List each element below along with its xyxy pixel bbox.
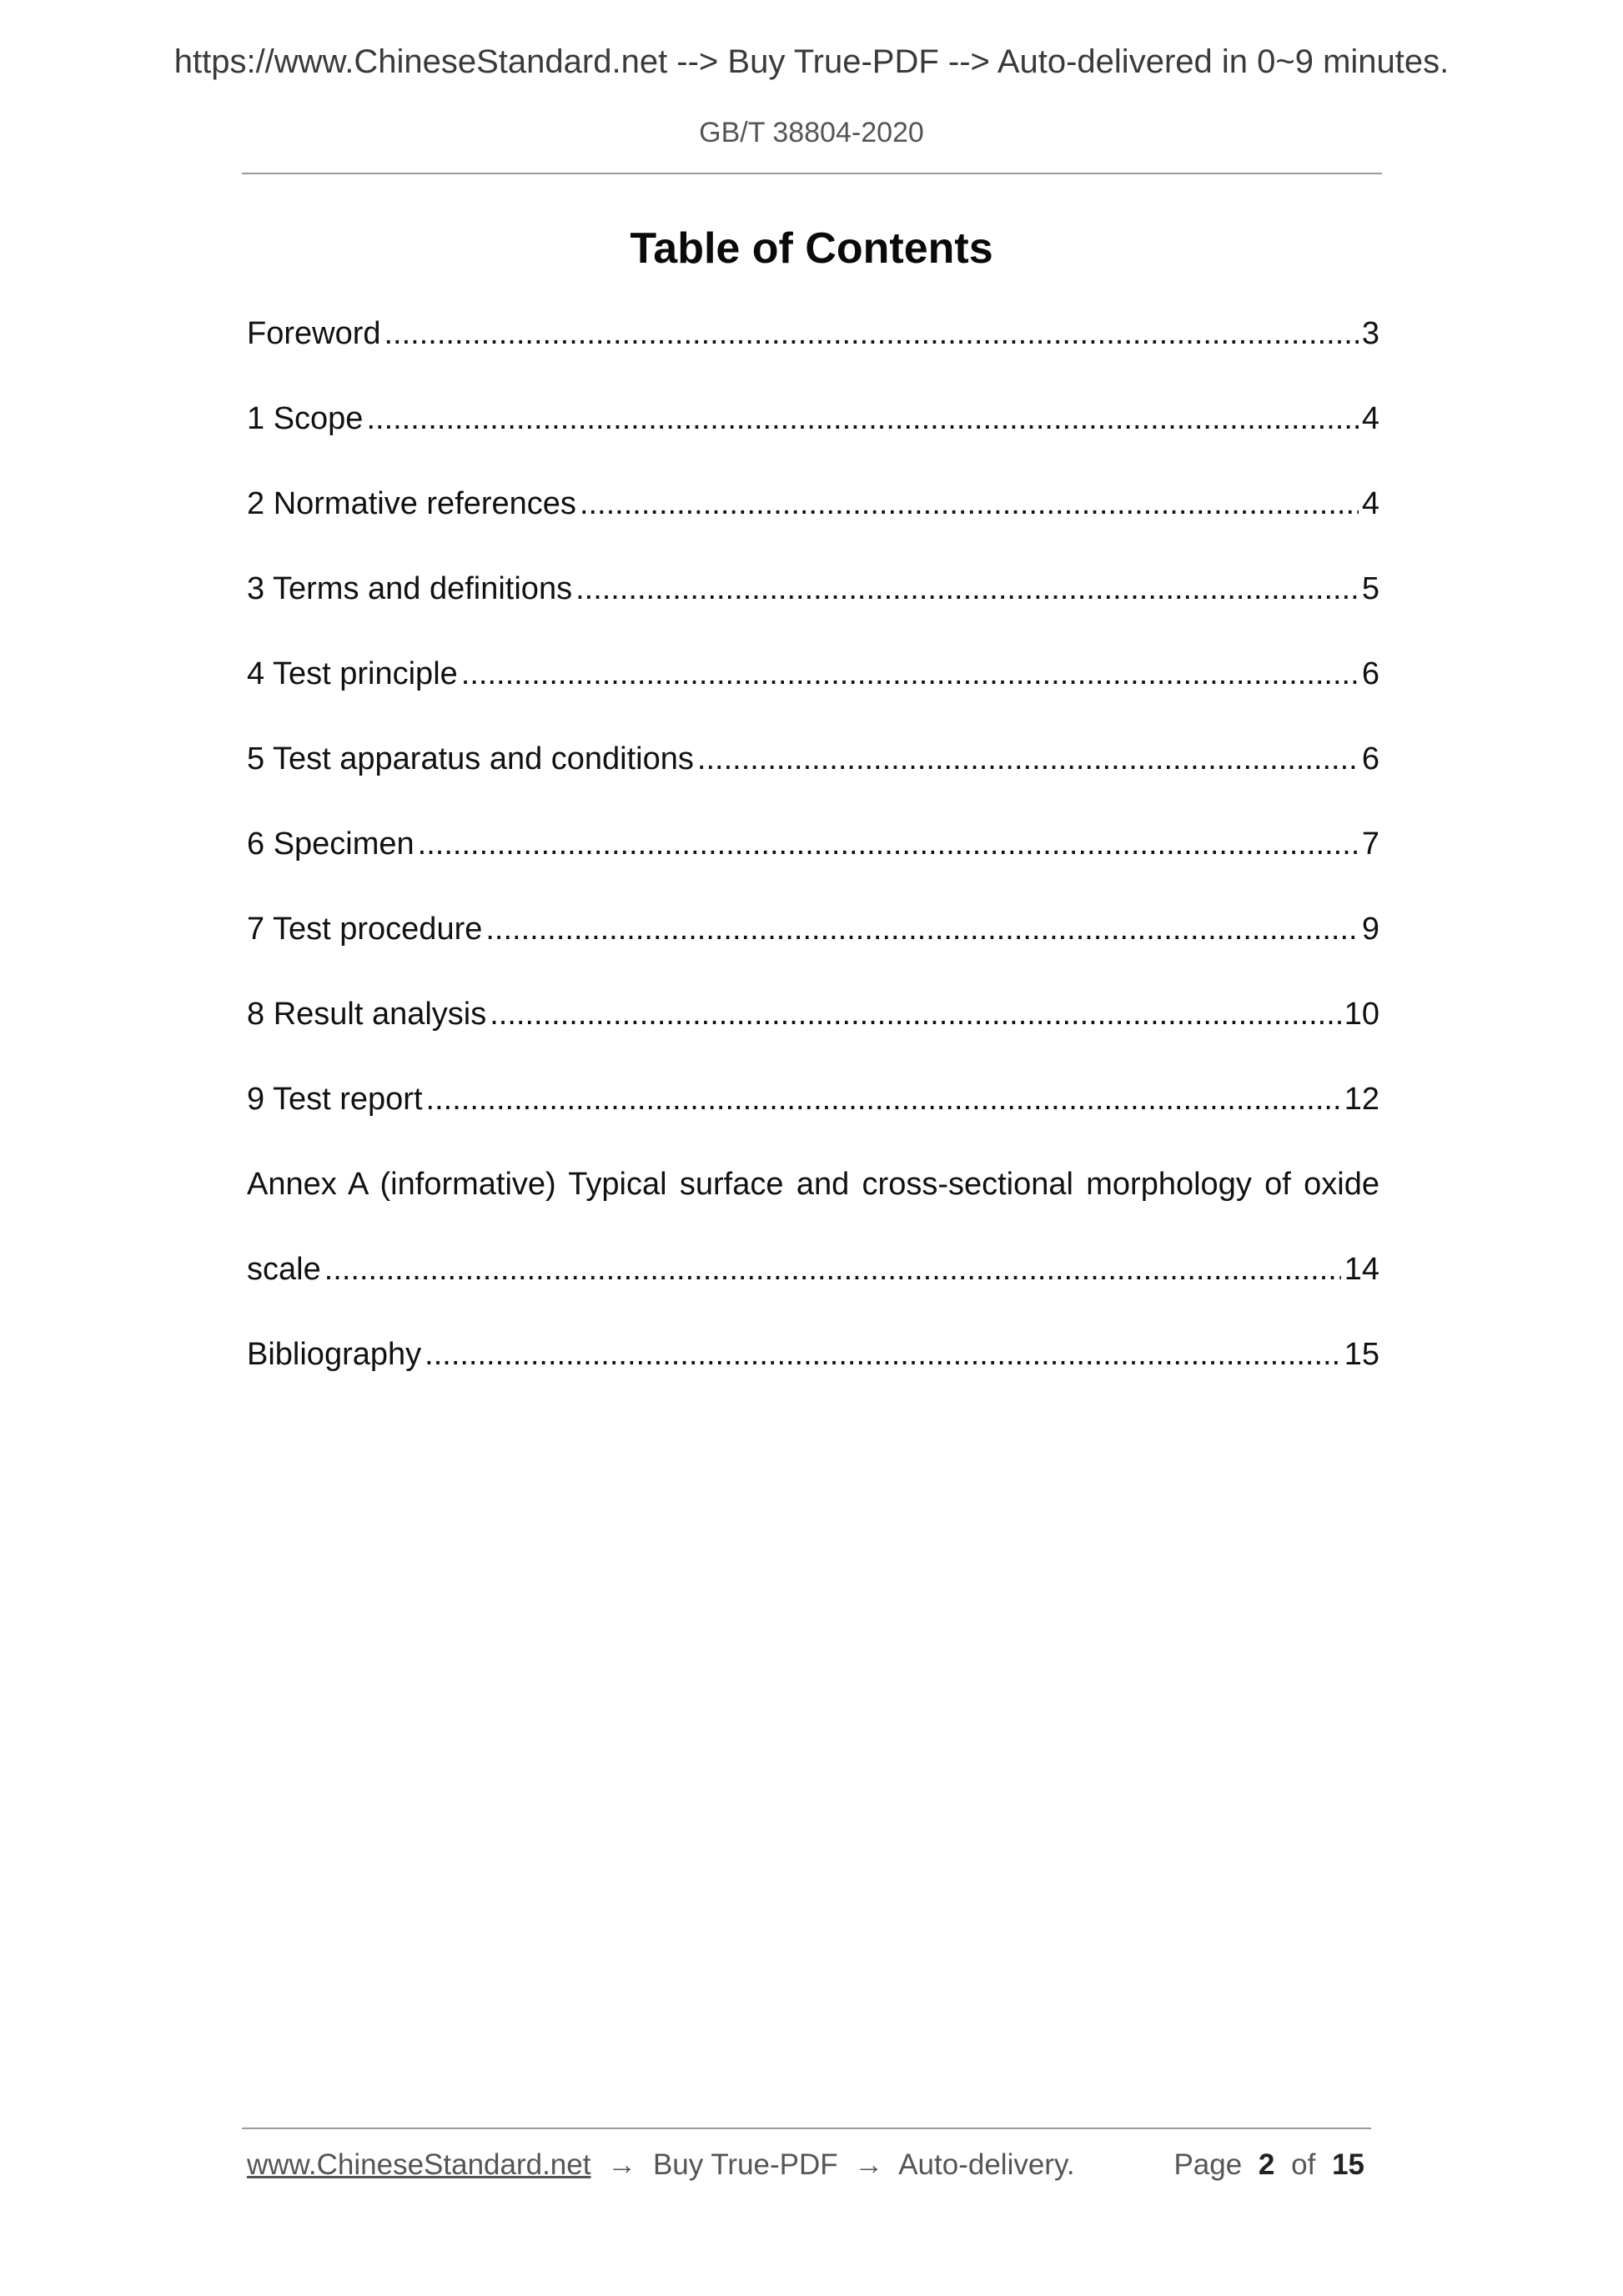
toc-leader-dots bbox=[575, 565, 1359, 612]
toc-entry-test-report[interactable] bbox=[247, 1076, 1379, 1161]
toc-entry-bibliography[interactable] bbox=[247, 1331, 1379, 1416]
page-label: Page bbox=[1173, 2148, 1243, 2181]
toc-entry-page: 6 bbox=[1361, 741, 1379, 776]
document-code: GB/T 38804-2020 bbox=[699, 117, 924, 148]
toc-entry-annex-a-continuation[interactable] bbox=[247, 1246, 1379, 1331]
toc-leader-dots bbox=[366, 395, 1358, 442]
toc-leader-dots bbox=[461, 651, 1359, 697]
toc-entry-result-analysis[interactable] bbox=[247, 991, 1379, 1076]
toc-leader-dots bbox=[425, 1331, 1341, 1378]
arrow-right-icon: → bbox=[607, 2148, 637, 2181]
toc-leader-dots bbox=[426, 1076, 1341, 1123]
toc-entry-title: 4 Test principle bbox=[247, 656, 458, 691]
toc-entry-title: Annex A (informative) Typical surface and cross-sectional morphology of oxide bbox=[247, 1167, 1379, 1202]
toc-entry-page: 9 bbox=[1361, 912, 1379, 947]
site-link[interactable]: www.ChineseStandard.net bbox=[247, 2148, 591, 2181]
toc-entry-specimen[interactable] bbox=[247, 821, 1379, 906]
toc-entry-title: 2 Normative references bbox=[247, 486, 576, 521]
toc-leader-dots bbox=[324, 1246, 1341, 1293]
toc-entry-terms-and-definitions[interactable] bbox=[247, 565, 1379, 651]
toc-title: Table of Contents bbox=[630, 224, 993, 273]
toc-leader-dots bbox=[490, 991, 1340, 1037]
header-divider bbox=[242, 173, 1382, 174]
toc-entry-page: 3 bbox=[1361, 316, 1379, 351]
toc-entry-title: 1 Scope bbox=[247, 401, 364, 436]
toc-entry-test-procedure[interactable] bbox=[247, 906, 1379, 991]
toc-entry-title: 6 Specimen bbox=[247, 826, 415, 862]
toc-entry-foreword[interactable] bbox=[247, 310, 1379, 395]
toc-entry-title: 3 Terms and definitions bbox=[247, 571, 573, 606]
toc-entry-page: 4 bbox=[1361, 401, 1379, 436]
arrow-right-icon: → bbox=[854, 2148, 884, 2181]
toc-entry-page: 6 bbox=[1361, 656, 1379, 691]
of-label: of bbox=[1291, 2148, 1316, 2181]
current-page: 2 bbox=[1258, 2148, 1275, 2181]
toc-entry-title: 8 Result analysis bbox=[247, 997, 487, 1032]
toc-entry-page: 15 bbox=[1344, 1337, 1379, 1372]
toc-entry-page: 5 bbox=[1361, 571, 1379, 606]
toc-leader-dots bbox=[697, 736, 1359, 782]
toc-entry-page: 7 bbox=[1361, 826, 1379, 862]
toc-entry-title-continuation: scale bbox=[247, 1252, 321, 1287]
toc-leader-dots bbox=[384, 310, 1359, 357]
page-number bbox=[1173, 2148, 1373, 2182]
toc-entry-test-apparatus[interactable] bbox=[247, 736, 1379, 821]
toc-entry-title: 9 Test report bbox=[247, 1082, 423, 1117]
toc-entry-title: 7 Test procedure bbox=[247, 912, 483, 947]
toc-leader-dots bbox=[418, 821, 1359, 867]
toc-entry-title: 5 Test apparatus and conditions bbox=[247, 741, 694, 776]
toc-entry-title: Foreword bbox=[247, 316, 381, 351]
toc-leader-dots bbox=[485, 906, 1358, 952]
toc-entry-page: 4 bbox=[1361, 486, 1379, 521]
total-pages: 15 bbox=[1332, 2148, 1364, 2181]
top-banner: https://www.ChineseStandard.net --> Buy True-PDF --> Auto-delivered in 0~9 minutes. bbox=[173, 43, 1450, 80]
toc-entry-page: 14 bbox=[1344, 1252, 1379, 1287]
toc-entry-test-principle[interactable] bbox=[247, 651, 1379, 736]
buy-true-pdf-text: Buy True-PDF bbox=[652, 2148, 838, 2181]
toc-entry-page: 10 bbox=[1344, 997, 1379, 1032]
footer-divider bbox=[242, 2128, 1371, 2129]
toc-entry-normative-references[interactable] bbox=[247, 480, 1379, 565]
toc-entry-title: Bibliography bbox=[247, 1337, 422, 1372]
toc-entry-scope[interactable] bbox=[247, 395, 1379, 480]
footer-left bbox=[247, 2148, 1083, 2182]
toc-entry-page: 12 bbox=[1344, 1082, 1379, 1117]
auto-delivery-text: Auto-delivery. bbox=[898, 2148, 1075, 2181]
toc-leader-dots bbox=[580, 480, 1359, 527]
table-of-contents bbox=[247, 310, 1379, 1416]
toc-entry-annex-a[interactable] bbox=[247, 1161, 1379, 1246]
